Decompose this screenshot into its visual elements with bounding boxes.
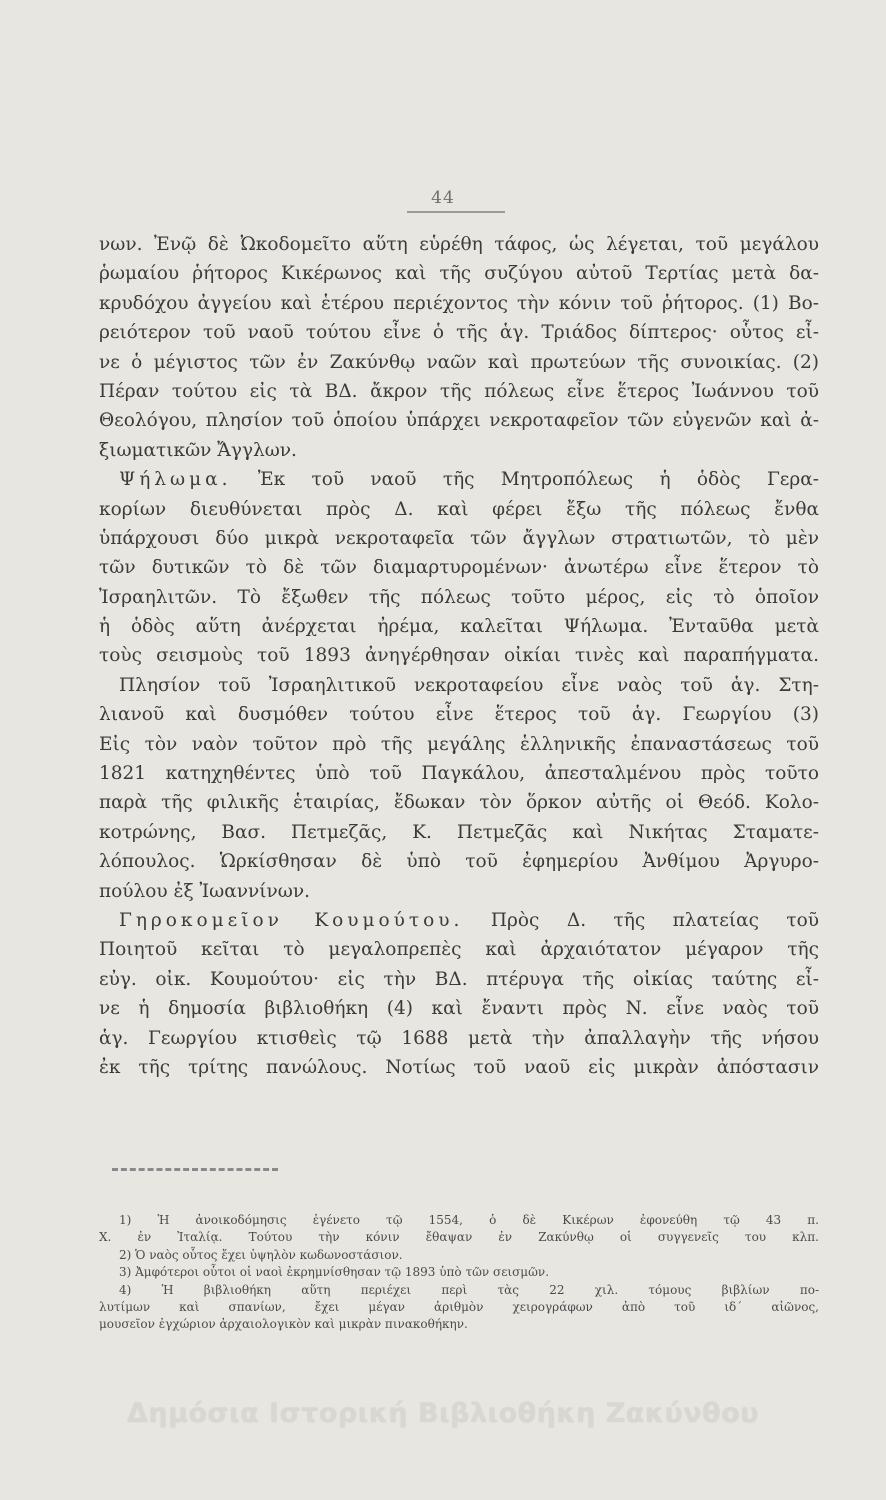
text-line: νε ὁ μέγιστος τῶν ἐν Ζακύνθῳ ναῶν καὶ πρωτεύων τῆς συνοικίας. (2) (99, 351, 819, 373)
section2-heading: Γηροκομεῖον Κουμούτου. (119, 909, 464, 931)
text-line: κοτρώνης, Βασ. Πετμεζᾶς, Κ. Πετμεζᾶς καὶ Νικήτας Σταματε- (99, 821, 819, 843)
text-line: λόπουλος. Ὡρκίσθησαν δὲ ὑπὸ τοῦ ἐφημερίου Ἀνθίμου Ἀργυρο- (99, 851, 819, 873)
text-line: Εἰς τὸν ναὸν τοῦτον πρὸ τῆς μεγάλης ἑλληνικῆς ἐπαναστάσεως τοῦ (99, 733, 819, 755)
text-line: Ποιητοῦ κεῖται τὸ μεγαλοπρεπὲς καὶ ἀρχαιότατον μέγαρον τῆς (99, 939, 819, 961)
footnote-line: 1) Ἡ ἀνοικοδόμησις ἐγένετο τῷ 1554, ὁ δὲ Κικέρων ἐφονεύθη τῷ 43 π. (119, 1213, 819, 1227)
text-line: Πλησίον τοῦ Ἰσραηλιτικοῦ νεκροταφείου εἶνε ναὸς τοῦ ἁγ. Στη- (119, 674, 819, 696)
footnotes (99, 1212, 819, 1334)
text-line: ὑπάρχουσι δύο μικρὰ νεκροταφεῖα τῶν ἄγγλων στρατιωτῶν, τὸ μὲν (99, 527, 819, 549)
body-text (99, 230, 819, 1082)
text-line: 1821 κατηχηθέντες ὑπὸ τοῦ Παγκάλου, ἀπεσταλμένου πρὸς τοῦτο (99, 763, 819, 785)
footnote-line: 3) Ἀμφότεροι οὗτοι οἱ ναοὶ ἐκρημνίσθησαν τῷ 1893 ὑπὸ τῶν σεισμῶν. (119, 1265, 550, 1280)
text-line: νε ἡ δημοσία βιβλιοθήκη (4) καὶ ἔναντι πρὸς Ν. εἶνε ναὸς τοῦ (99, 998, 819, 1020)
page-number: 44 (431, 188, 455, 208)
section-first-line-text: Ἐκ τοῦ ναοῦ τῆς Μητροπόλεως ἡ ὁδὸς Γερα- (257, 469, 819, 491)
text-line: Ἰσραηλιτῶν. Τὸ ἔξωθεν τῆς πόλεως τοῦτο μέρος, εἰς τὸ ὁποῖον (99, 586, 819, 608)
text-line: ρειότερον τοῦ ναοῦ τούτου εἶνε ὁ τῆς ἁγ. Τριάδος δίπτερος· οὗτος εἶ- (99, 322, 819, 344)
footnote-separator (112, 1168, 278, 1171)
text-line: τοὺς σεισμοὺς τοῦ 1893 ἀνηγέρθησαν οἰκίαι τινὲς καὶ παραπήγματα. (99, 645, 819, 667)
text-line: Πέραν τούτου εἰς τὰ ΒΔ. ἄκρον τῆς πόλεως εἶνε ἕτερος Ἰωάννου τοῦ (99, 380, 819, 402)
text-line: λιανοῦ καὶ δυσμόθεν τούτου εἶνε ἕτερος τοῦ ἁγ. Γεωργίου (3) (99, 704, 819, 726)
text-line: ἡ ὁδὸς αὕτη ἀνέρχεται ἠρέμα, καλεῖται Ψήλωμα. Ἐνταῦθα μετὰ (99, 616, 819, 638)
text-line: Θεολόγου, πλησίον τοῦ ὁποίου ὑπάρχει νεκροταφεῖον τῶν εὐγενῶν καὶ ἀ- (99, 410, 819, 432)
footnote-line: μουσεῖον ἐγχώριον ἀρχαιολογικὸν καὶ μικρὰν πινακοθήκην. (99, 1317, 468, 1332)
text-line: εὐγ. οἰκ. Κουμούτου· εἰς τὴν ΒΔ. πτέρυγα τῆς οἰκίας ταύτης εἶ- (99, 968, 819, 990)
footnote-line: 2) Ὁ ναὸς οὗτος ἔχει ὑψηλὸν κωδωνοστάσιον. (119, 1247, 403, 1262)
footnote-line: Χ. ἐν Ἰταλίᾳ. Τούτου τὴν κόνιν ἔθαψαν ἐν Ζακύνθῳ οἱ συγγενεῖς του κλπ. (99, 1230, 819, 1245)
section2-first-line (99, 906, 819, 935)
library-watermark: Δημόσια Ιστορική Βιβλιοθήκη Ζακύνθου (127, 1398, 759, 1429)
text-line: πούλου ἐξ Ἰωαννίνων. (99, 880, 310, 902)
text-line: ῥωμαίου ῥήτορος Κικέρωνος καὶ τῆς συζύγου αὐτοῦ Τερτίας μετὰ δα- (99, 263, 819, 285)
text-line: νων. Ἐνῷ δὲ Ὠκοδομεῖτο αὕτη εὑρέθη τάφος, ὡς λέγεται, τοῦ μεγάλου (99, 234, 819, 255)
text-line: ἐκ τῆς τρίτης πανώλους. Νοτίως τοῦ ναοῦ εἰς μικρὰν ἀπόστασιν (99, 1056, 819, 1078)
footnote-line: 4) Ἡ βιβλιοθήκη αὕτη περιέχει περὶ τὰς 22 χιλ. τόμους βιβλίων πο- (119, 1282, 819, 1297)
text-line: κρυδόχου ἀγγείου καὶ ἑτέρου περιέχοντος τὴν κόνιν τοῦ ῥήτορος. (1) Βο- (99, 292, 819, 314)
text-line: ἁγ. Γεωργίου κτισθεὶς τῷ 1688 μετὰ τὴν ἀπαλλαγὴν τῆς νήσου (99, 1027, 819, 1049)
page-number-rule (407, 211, 505, 213)
footnote-line: λυτίμων καὶ σπανίων, ἔχει μέγαν ἀριθμὸν χειρογράφων ἀπὸ τοῦ ιδ΄ αἰῶνος, (99, 1299, 819, 1314)
section-first-line (99, 465, 819, 494)
section-heading: Ψήλωμα. (119, 469, 232, 491)
text-line: τῶν δυτικῶν τὸ δὲ τῶν διαμαρτυρομένων· ἀνωτέρω εἶνε ἕτερον τὸ (99, 557, 819, 579)
text-line: παρὰ τῆς φιλικῆς ἑταιρίας, ἔδωκαν τὸν ὅρκον αὐτῆς οἱ Θεόδ. Κολο- (99, 792, 819, 814)
section2-first-line-text: Πρὸς Δ. τῆς πλατείας τοῦ (490, 909, 820, 931)
text-line: ξιωματικῶν Ἄγγλων. (99, 439, 297, 461)
text-line: κορίων διευθύνεται πρὸς Δ. καὶ φέρει ἔξω τῆς πόλεως ἔνθα (99, 498, 819, 520)
